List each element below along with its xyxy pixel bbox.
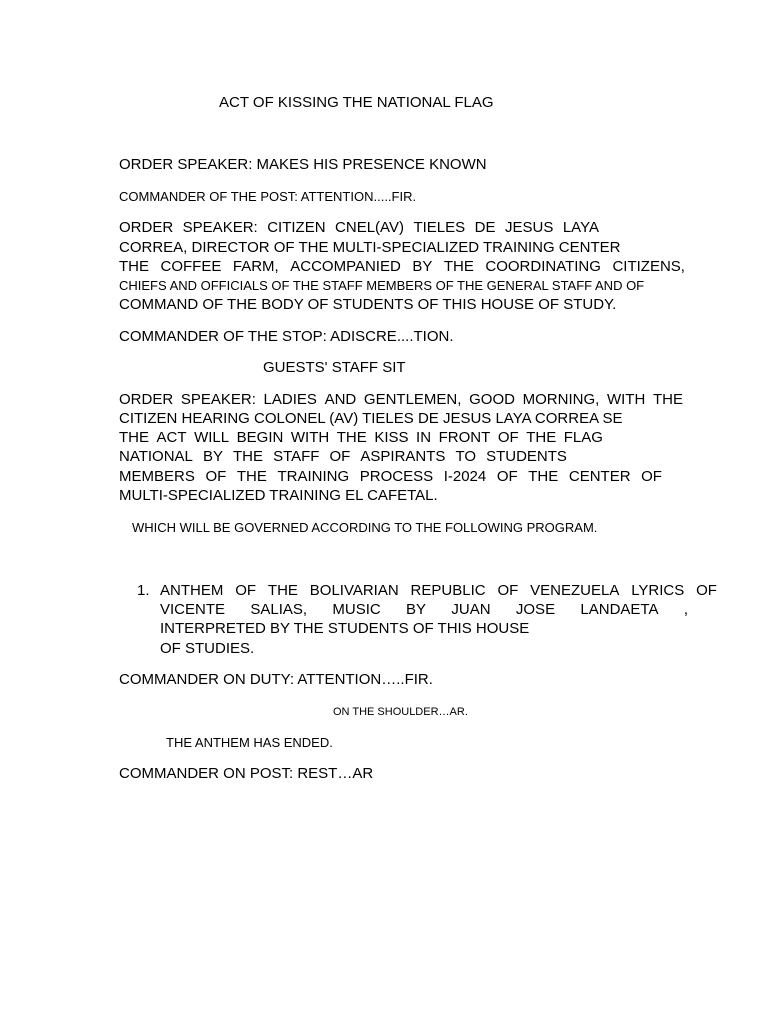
word: NATIONAL bbox=[119, 448, 193, 465]
word: , bbox=[683, 601, 688, 618]
word: THE bbox=[526, 429, 557, 446]
paragraph-order-speaker-citizen-line2: CORREA, DIRECTOR OF THE MULTI-SPECIALIZED TRAINING CENTER bbox=[119, 239, 621, 256]
word: FRONT bbox=[438, 429, 491, 446]
word: MUSIC bbox=[332, 601, 381, 618]
paragraph-anthem-ended: THE ANTHEM HAS ENDED. bbox=[166, 735, 333, 750]
word: OF bbox=[496, 468, 518, 485]
word: THE bbox=[267, 582, 298, 599]
word: LAYA bbox=[562, 219, 599, 236]
word: BY bbox=[412, 258, 433, 275]
paragraph-order-speaker-greeting-line2: CITIZEN HEARING COLONEL (AV) TIELES DE JESUS LAYA CORREA SE bbox=[119, 410, 623, 427]
paragraph-order-speaker-greeting-line4 bbox=[119, 448, 567, 466]
list-item-anthem-line4: OF STUDIES. bbox=[160, 640, 255, 657]
word: CNEL(AV) bbox=[335, 219, 404, 236]
word: OF bbox=[235, 582, 257, 599]
word: BOLIVARIAN bbox=[309, 582, 399, 599]
word: WITH bbox=[606, 391, 646, 408]
paragraph-order-speaker-greeting-line6: MULTI-SPECIALIZED TRAINING EL CAFETAL. bbox=[119, 487, 438, 504]
word: KISS bbox=[374, 429, 409, 446]
paragraph-commander-attention: COMMANDER OF THE POST: ATTENTION.....FIR. bbox=[119, 189, 417, 204]
word: COFFEE bbox=[160, 258, 222, 275]
word: BY bbox=[406, 601, 427, 618]
word: THE bbox=[443, 258, 474, 275]
word: GOOD bbox=[469, 391, 515, 408]
word: CENTER bbox=[568, 468, 631, 485]
paragraph-commander-stop: COMMANDER OF THE STOP: ADISCRE....TION. bbox=[119, 328, 454, 345]
paragraph-order-speaker-citizen-line4: CHIEFS AND OFFICIALS OF THE STAFF MEMBERS OF THE GENERAL STAFF AND OF bbox=[119, 278, 645, 293]
word: THE bbox=[652, 391, 683, 408]
word: LANDAETA bbox=[580, 601, 659, 618]
word: THE bbox=[233, 448, 264, 465]
word: THE bbox=[119, 429, 149, 446]
word: ORDER bbox=[119, 391, 174, 408]
word: THE bbox=[528, 468, 559, 485]
paragraph-program-intro: WHICH WILL BE GOVERNED ACCORDING TO THE FOLLOWING PROGRAM. bbox=[132, 520, 598, 535]
paragraph-order-speaker-citizen-line5: COMMAND OF THE BODY OF STUDENTS OF THIS HOUSE OF STUDY. bbox=[119, 296, 617, 313]
word: COORDINATING bbox=[485, 258, 601, 275]
word: WITH bbox=[290, 429, 330, 446]
word: ACCOMPANIED bbox=[290, 258, 401, 275]
list-item-anthem-line2 bbox=[160, 601, 688, 619]
paragraph-guests-sit: GUESTS' STAFF SIT bbox=[263, 359, 406, 376]
word: ASPIRANTS bbox=[360, 448, 446, 465]
word: ORDER bbox=[119, 219, 174, 236]
word: SPEAKER: bbox=[180, 391, 256, 408]
word: OF bbox=[497, 429, 519, 446]
paragraph-order-speaker-greeting-line3 bbox=[119, 429, 603, 447]
word: THE bbox=[236, 468, 267, 485]
word: OF bbox=[641, 468, 662, 485]
word: OF bbox=[205, 468, 227, 485]
paragraph-order-speaker-greeting-line5 bbox=[119, 468, 662, 486]
word: TIELES bbox=[413, 219, 466, 236]
list-item-anthem-line1 bbox=[160, 582, 717, 600]
word: VICENTE bbox=[160, 601, 226, 618]
paragraph-order-speaker-greeting-line1 bbox=[119, 391, 683, 409]
list-item-number: 1. bbox=[137, 582, 150, 599]
word: LADIES bbox=[263, 391, 317, 408]
word: WILL bbox=[194, 429, 230, 446]
word: OF bbox=[696, 582, 717, 599]
paragraph-commander-on-duty: COMMANDER ON DUTY: ATTENTION…..FIR. bbox=[119, 671, 433, 688]
word: BEGIN bbox=[236, 429, 284, 446]
word: TO bbox=[455, 448, 477, 465]
word: MORNING, bbox=[522, 391, 600, 408]
word: FLAG bbox=[563, 429, 603, 446]
word: OF bbox=[329, 448, 351, 465]
word: CITIZEN bbox=[267, 219, 326, 236]
word: LYRICS bbox=[631, 582, 685, 599]
word: SALIAS, bbox=[250, 601, 308, 618]
word: BY bbox=[202, 448, 223, 465]
word: JUAN bbox=[451, 601, 491, 618]
word: TRAINING bbox=[277, 468, 350, 485]
word: JESUS bbox=[504, 219, 554, 236]
word: MEMBERS bbox=[119, 468, 195, 485]
word: VENEZUELA bbox=[530, 582, 620, 599]
word: IN bbox=[416, 429, 432, 446]
word: ACT bbox=[156, 429, 187, 446]
word: SPEAKER: bbox=[182, 219, 258, 236]
document-title: ACT OF KISSING THE NATIONAL FLAG bbox=[219, 94, 494, 111]
paragraph-on-the-shoulder: ON THE SHOULDER…AR. bbox=[333, 706, 468, 718]
list-item-anthem-line3: INTERPRETED BY THE STUDENTS OF THIS HOUSE bbox=[160, 620, 530, 637]
word: FARM, bbox=[232, 258, 279, 275]
paragraph-order-speaker-citizen-line1 bbox=[119, 219, 599, 237]
word: JOSE bbox=[515, 601, 556, 618]
word: DE bbox=[474, 219, 496, 236]
word: OF bbox=[497, 582, 519, 599]
paragraph-order-speaker-citizen-line3 bbox=[119, 258, 685, 276]
word: REPUBLIC bbox=[410, 582, 486, 599]
word: PROCESS bbox=[359, 468, 434, 485]
word: STAFF bbox=[273, 448, 320, 465]
word: STUDENTS bbox=[486, 448, 567, 465]
word: CITIZENS, bbox=[612, 258, 685, 275]
word: GENTLEMEN, bbox=[363, 391, 462, 408]
word: I-2024 bbox=[443, 468, 487, 485]
paragraph-order-speaker-presence: ORDER SPEAKER: MAKES HIS PRESENCE KNOWN bbox=[119, 156, 487, 173]
word: THE bbox=[336, 429, 367, 446]
word: ANTHEM bbox=[160, 582, 224, 599]
paragraph-commander-rest: COMMANDER ON POST: REST…AR bbox=[119, 765, 374, 782]
word: AND bbox=[324, 391, 357, 408]
word: THE bbox=[119, 258, 149, 275]
